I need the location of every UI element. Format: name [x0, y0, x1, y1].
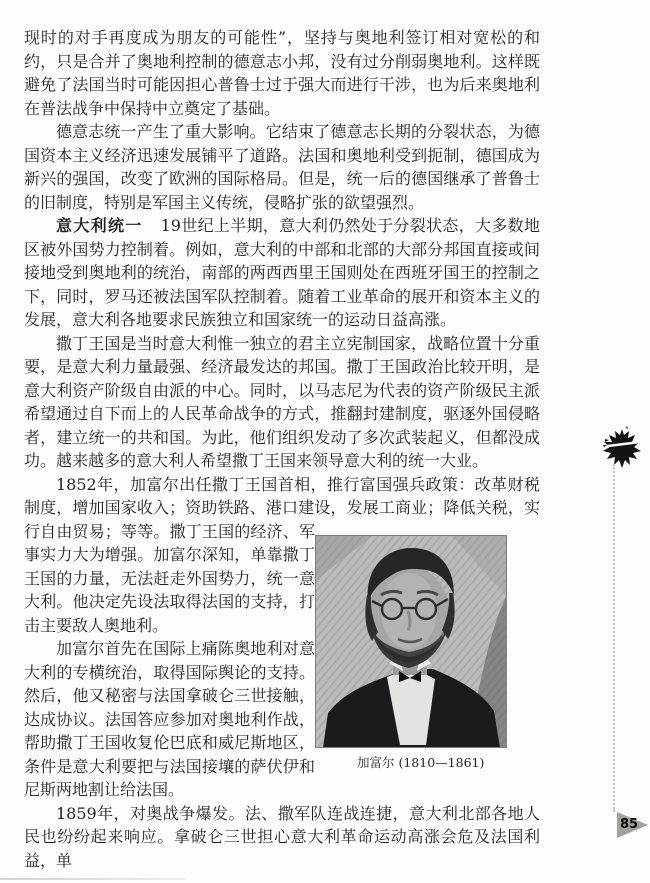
paragraph-sardinia-kingdom: 撒丁王国是当时意大利惟一独立的君主立宪制国家，战略位置十分重要，是意大利力量最强、经济最发达的邦国。撒丁王国政治比较开明，是意大利资产阶级自由派的中心。同时，以马志尼为代表的资产阶级民主派希望通过自下而上的人民革命战争的方式，推翻封建制度，驱逐外国侵略者，建立统一的共和国。为此，他们组织发动了多次武装起义，但都没成功。越来越多的意大利人希望撒丁王国来领导意大利的统一大业。 — [24, 333, 540, 470]
body-text-column — [24, 26, 540, 872]
paragraph-cavour-reforms: 1852年，加富尔出任撒丁王国首相，推行富国强兵政策：改革财税制度，增加国家收入；资助铁路、港口建设，发展工商业；降低关税，实行自由贸易；等等。撒丁王国的经济、军事实力大为增强。加富尔深知，单靠撒丁王国的力量，无法赶走外国势力，统一意大利。他决定先设法取得法国的支持，打击主要敌人奥地利。 — [24, 474, 540, 635]
margin-dotted-line — [613, 464, 615, 812]
cavour-portrait-photo — [315, 535, 507, 748]
page-number: 85 — [620, 817, 639, 832]
paragraph-italy-unification-intro — [24, 214, 540, 332]
paragraph-1859-war: 1859年，对奥战争爆发。法、撒军队连战连捷，意大利北部各地人民也纷纷起来响应。拿破仑三世担心意大利革命运动高涨会危及法国利益，单 — [24, 803, 540, 870]
paragraph-german-unification-impact: 德意志统一产生了重大影响。它结束了德意志长期的分裂状态，为德国资本主义经济迅速发展铺平了道路。法国和奥地利受到扼制，德国成为新兴的强国，改变了欧洲的国际格局。但是，统一后的德国继承了普鲁士的旧制度，特别是军国主义传统，侵略扩张的欲望强烈。 — [24, 122, 540, 212]
margin-ornament-icon — [602, 426, 642, 468]
figure-caption: 加富尔 (1810—1861) — [357, 754, 485, 770]
paragraph-treaty-continuation: 现时的对手再度成为朋友的可能性”，坚持与奥地利签订相对宽松的和约，只是合并了奥地利控制的德意志小邦，没有过分削弱奥地利。这样既避免了法国当时可能因担心普鲁士过于强大而进行干涉，也为后来奥地利在普法战争中保持中立奠定了基础。 — [24, 28, 540, 118]
page-bottom-edge — [0, 878, 185, 880]
portrait-figure — [315, 473, 540, 802]
section-label-italy-unification: 意大利统一 — [56, 216, 143, 235]
cavour-figure — [315, 535, 507, 771]
paragraph-cavour-diplomacy: 加富尔首先在国际上痛陈奥地利对意大利的专横统治，取得国际舆论的支持。然后，他又秘密与法国拿破仑三世接触，达成协议。法国答应参加对奥地利作战，帮助撒丁王国收复伦巴底和威尼斯地区，条件是意大利要把与法国接壤的萨伏伊和尼斯两地割让给法国。 — [24, 639, 315, 799]
paragraph-italy-intro-text: 19世纪上半期，意大利仍然处于分裂状态，大多数地区被外国势力控制着。例如，意大利的中部和北部的大部分邦国直接或间接地受到奥地利的统治，南部的两西西里王国则处在西班牙国王的控制之下，同时，罗马还被法国军队控制着。随着工业革命的展开和资本主义的发展，意大利各地要求民族独立和国家统一的运动日益高涨。 — [24, 216, 540, 329]
